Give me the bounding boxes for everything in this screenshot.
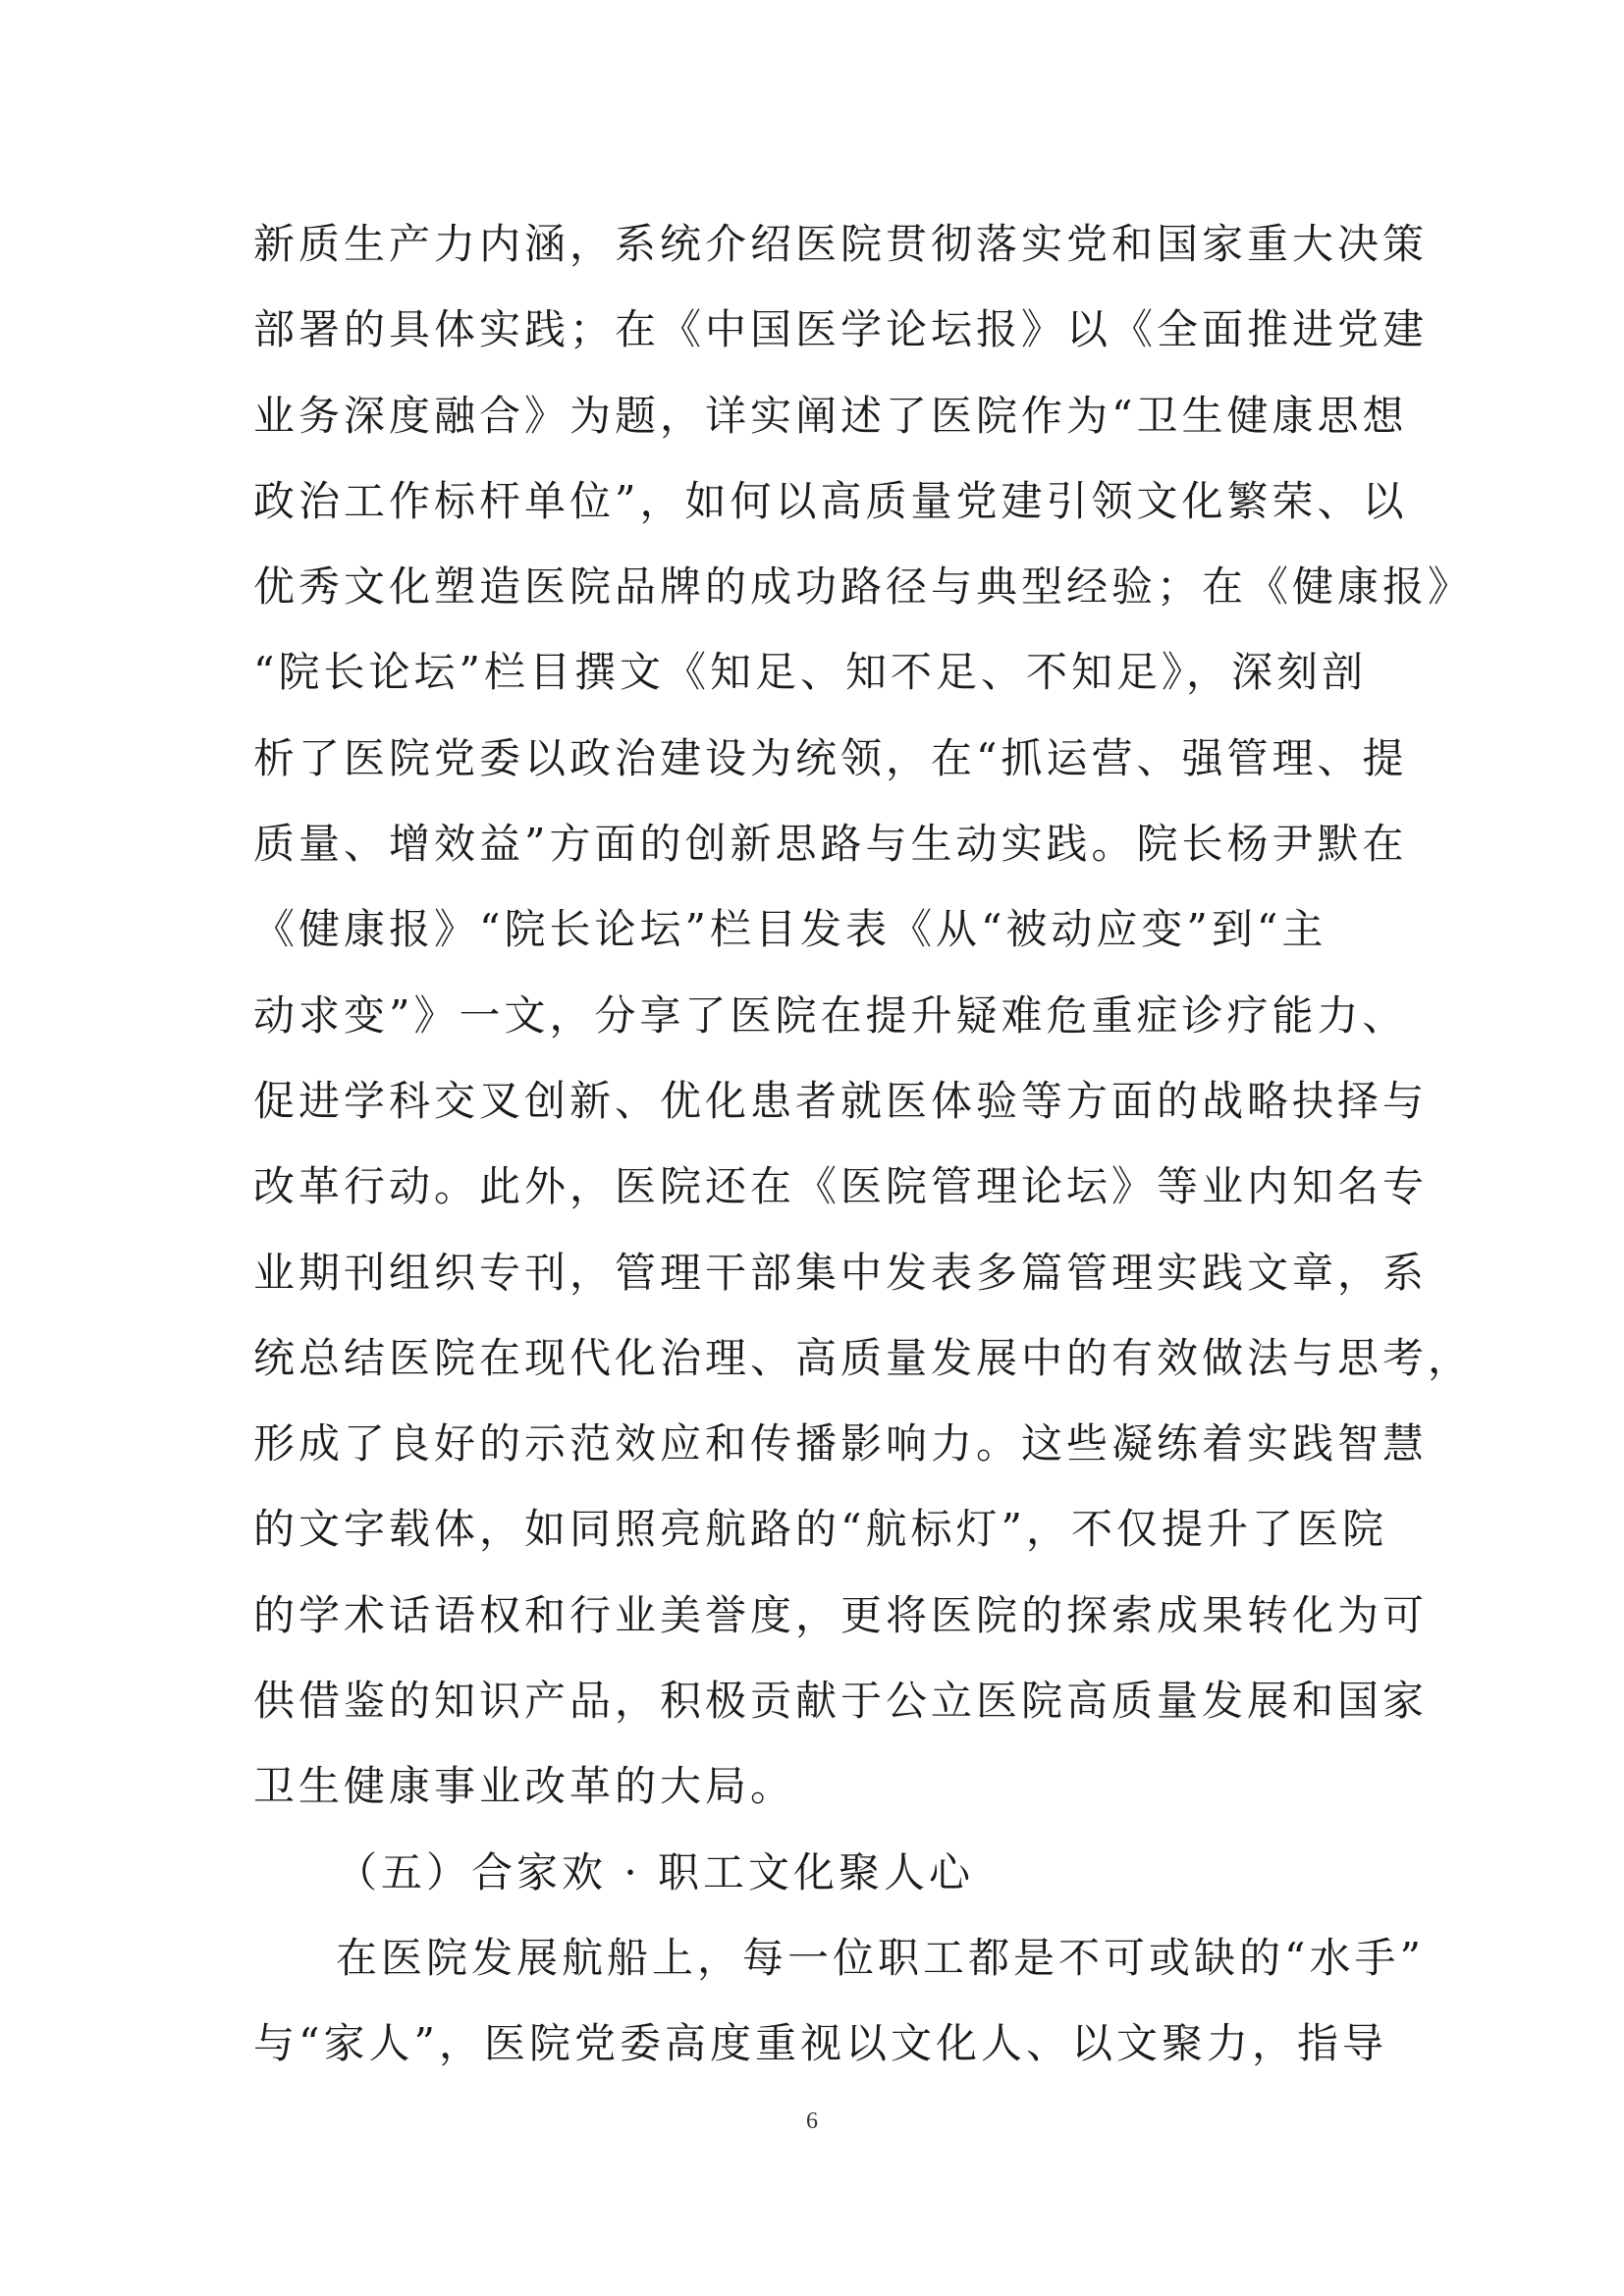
text-line: 卫生健康事业改革的大局。: [253, 1762, 796, 1811]
text-line: 的学术话语权和行业美誉度，更将医院的探索成果转化为可: [253, 1590, 1429, 1639]
text-line: 质量、增效益”方面的创新思路与生动实践。院长杨尹默在: [253, 820, 1408, 869]
text-line: 新质生产力内涵，系统介绍医院贯彻落实党和国家重大决策: [253, 220, 1429, 268]
text-line: 改革行动。此外，医院还在《医院管理论坛》等业内知名专: [253, 1162, 1429, 1211]
text-line: 部署的具体实践；在《中国医学论坛报》以《全面推进党建: [253, 305, 1429, 354]
body-text: [253, 201, 1474, 2087]
text-line: 动求变”》一文，分享了医院在提升疑难危重症诊疗能力、: [253, 990, 1408, 1040]
text-line: 业务深度融合》为题，详实阐述了医院作为“卫生健康思想: [253, 391, 1408, 440]
text-line: 促进学科交叉创新、优化患者就医体验等方面的战略抉择与: [253, 1076, 1429, 1125]
text-line: 供借鉴的知识产品，积极贡献于公立医院高质量发展和国家: [253, 1677, 1429, 1726]
text-line: 析了医院党委以政治建设为统领，在“抓运营、强管理、提: [253, 733, 1408, 782]
text-line: 的文字载体，如同照亮航路的“航标灯”，不仅提升了医院: [253, 1505, 1387, 1554]
text-line: 与“家人”，医院党委高度重视以文化人、以文聚力，指导: [253, 2019, 1387, 2068]
text-line: 形成了良好的示范效应和传播影响力。这些凝练着实践智慧: [253, 1419, 1429, 1468]
text-line: 业期刊组织专刊，管理干部集中发表多篇管理实践文章，系: [253, 1248, 1429, 1297]
text-line: 《健康报》“院长论坛”栏目发表《从“被动应变”到“主: [253, 905, 1327, 954]
paragraph-first-line: 在医院发展航船上，每一位职工都是不可或缺的“水手”: [336, 1933, 1425, 1982]
section-heading: （五）合家欢 · 职工文化聚人心: [336, 1847, 975, 1896]
text-line: “院长论坛”栏目撰文《知足、知不足、不知足》，深刻剖: [253, 648, 1367, 697]
text-line: 统总结医院在现代化治理、高质量发展中的有效做法与思考，: [253, 1333, 1474, 1382]
text-line: 政治工作标杆单位”，如何以高质量党建引领文化繁荣、以: [253, 476, 1408, 525]
page-number: 6: [806, 2109, 818, 2134]
text-line: 优秀文化塑造医院品牌的成功路径与典型经验；在《健康报》: [253, 562, 1474, 612]
